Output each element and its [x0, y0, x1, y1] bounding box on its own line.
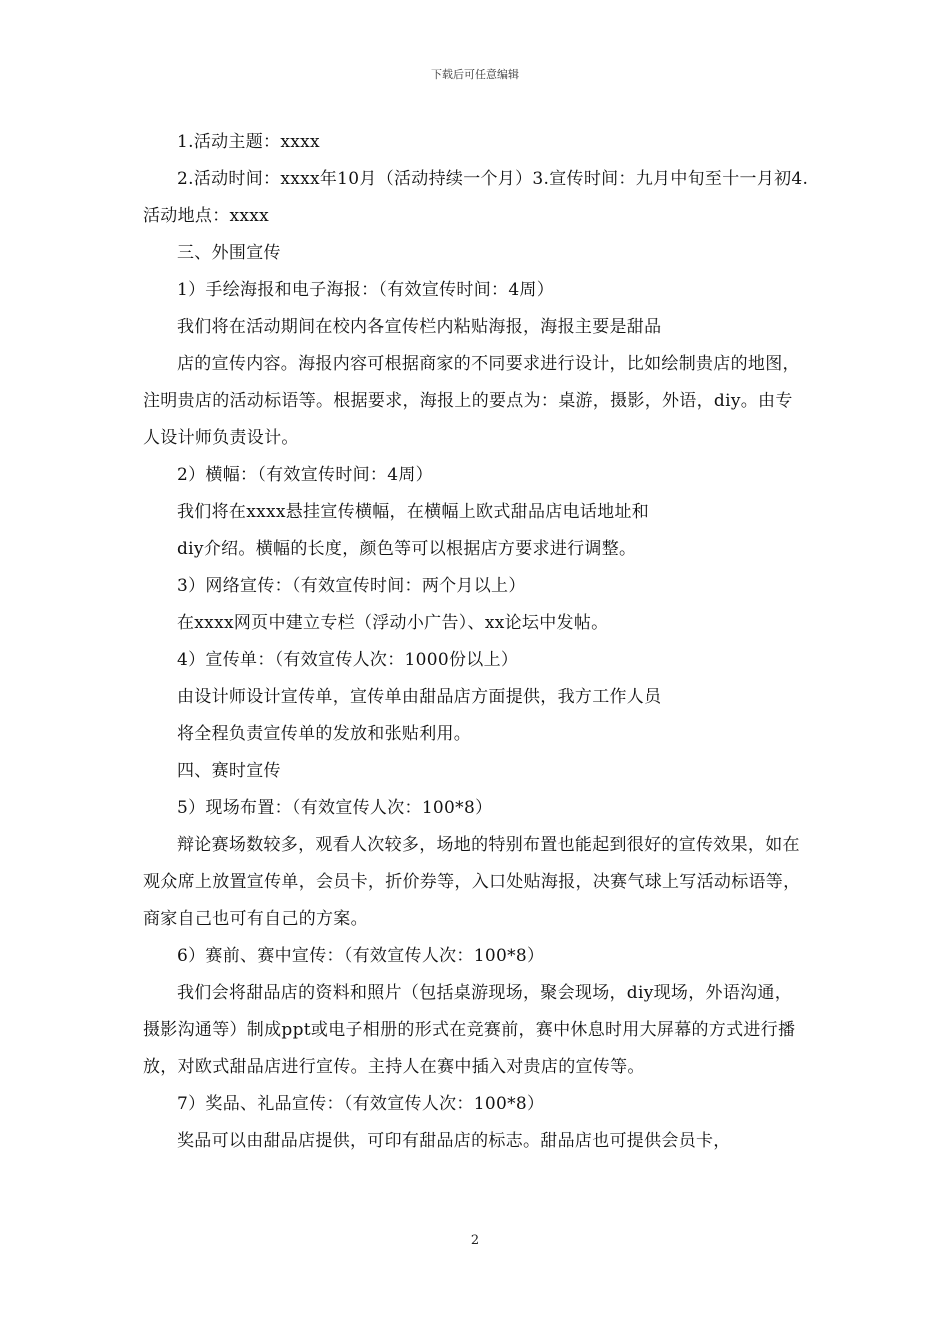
item-heading-prizes: 7）奖品、礼品宣传：（有效宣传人次：100*8） [177, 1094, 545, 1114]
item-heading-venue: 5）现场布置：（有效宣传人次：100*8） [177, 798, 493, 818]
item-heading-pre-match: 6）赛前、赛中宣传：（有效宣传人次：100*8） [177, 946, 545, 966]
item-heading-flyers: 4）宣传单：（有效宣传人次：1000份以上） [177, 650, 519, 670]
paragraph-pre-match: 我们会将甜品店的资料和照片（包括桌游现场，聚会现场，diy现场，外语沟通，摄影沟通等）制成ppt或电子相册的形式在竞赛前，赛中休息时用大屏幕的方式进行播放，对欧式甜品店进行宣传。主持人在赛中插入对贵店的宣传等。 [143, 983, 796, 1077]
paragraph-prizes: 奖品可以由甜品店提供，可印有甜品店的标志。甜品店也可提供会员卡， [177, 1131, 731, 1151]
paragraph-flyers-intro: 由设计师设计宣传单，宣传单由甜品店方面提供，我方工作人员 [177, 687, 662, 707]
paragraph-activity-time: 2.活动时间：xxxx年10月（活动持续一个月）3.宣传时间：九月中旬至十一月初4.活动地点：xxxx [143, 169, 809, 226]
paragraph-activity-theme: 1.活动主题：xxxx [177, 132, 320, 152]
paragraph-venue: 辩论赛场数较多，观看人次较多，场地的特别布置也能起到很好的宣传效果，如在观众席上放置宣传单，会员卡，折价券等，入口处贴海报，决赛气球上写活动标语等，商家自己也可有自己的方案。 [143, 835, 801, 929]
paragraph-online: 在xxxx网页中建立专栏（浮动小广告）、xx论坛中发帖。 [177, 613, 609, 633]
item-heading-online: 3）网络宣传：（有效宣传时间：两个月以上） [177, 576, 526, 596]
paragraph-banner-detail: diy介绍。横幅的长度，颜色等可以根据店方要求进行调整。 [177, 539, 637, 559]
page-number: 2 [470, 1233, 480, 1248]
document-body [143, 124, 809, 1160]
paragraph-banner-intro: 我们将在xxxx悬挂宣传横幅，在横幅上欧式甜品店电话地址和 [177, 502, 650, 522]
section-heading-match-promotion: 四、赛时宣传 [177, 761, 281, 781]
item-heading-posters: 1）手绘海报和电子海报：（有效宣传时间：4周） [177, 280, 555, 300]
page-header-note: 下载后可任意编辑 [431, 68, 519, 81]
paragraph-posters-content: 店的宣传内容。海报内容可根据商家的不同要求进行设计，比如绘制贵店的地图，注明贵店的活动标语等。根据要求，海报上的要点为：桌游，摄影，外语，diy。由专人设计师负责设计。 [143, 354, 800, 448]
item-heading-banner: 2）横幅：（有效宣传时间：4周） [177, 465, 433, 485]
section-heading-outer-promotion: 三、外围宣传 [177, 243, 281, 263]
paragraph-flyers-detail: 将全程负责宣传单的发放和张贴利用。 [177, 724, 472, 744]
paragraph-posters-intro: 我们将在活动期间在校内各宣传栏内粘贴海报，海报主要是甜品 [177, 317, 662, 337]
